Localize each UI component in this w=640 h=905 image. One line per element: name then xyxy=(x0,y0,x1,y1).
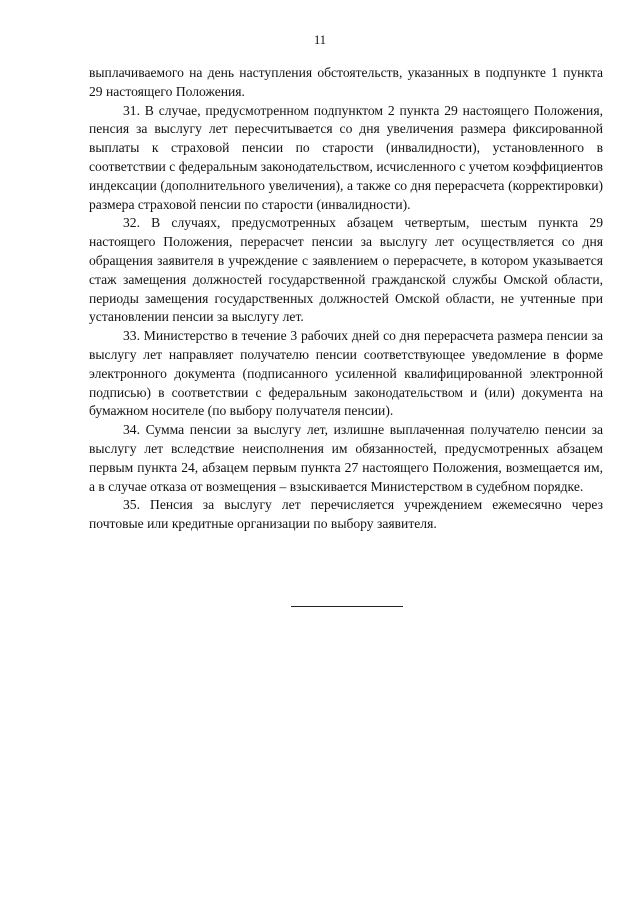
paragraph-32: 32. В случаях, предусмотренных абзацем четвертым, шестым пункта 29 настоящего Положения, перерасчет пенсии за выслугу лет осуществляется со дня обращения заявителя в учреждение с заявлением о перерасчете, в котором указывается стаж замещения должностей государственной гражданской службы Омской области, периоды замещения государственных должностей Омской области, не учтенные при установлении пенсии за выслугу лет. xyxy=(89,215,603,325)
paragraph-33: 33. Министерство в течение 3 рабочих дней со дня перерасчета размера пенсии за выслугу лет направляет получателю пенсии соответствующее уведомление в форме электронного документа (подписанного усиленной квалифицированной электронной подписью) в соответствии с федеральным законодательством и (или) документа на бумажном носителе (по выбору получателя пенсии). xyxy=(89,328,603,419)
paragraph-35: 35. Пенсия за выслугу лет перечисляется учреждением ежемесячно через почтовые или кредитные организации по выбору заявителя. xyxy=(89,497,603,532)
paragraph-34: 34. Сумма пенсии за выслугу лет, излишне выплаченная получателю пенсии за выслугу лет вследствие неисполнения им обязанностей, предусмотренных абзацем первым пункта 24, абзацем первым пункта 27 настоящего Положения, возмещается им, а в случае отказа от возмещения – взыскивается Министерством в судебном порядке. xyxy=(89,422,603,494)
document-body xyxy=(89,64,603,534)
paragraph-continuation: выплачиваемого на день наступления обстоятельств, указанных в подпункте 1 пункта 29 настоящего Положения. xyxy=(89,65,603,99)
paragraph-31: 31. В случае, предусмотренном подпунктом 2 пункта 29 настоящего Положения, пенсия за выслугу лет пересчитывается со дня увеличения размера фиксированной выплаты к страховой пенсии по старости (инвалидности), установленного в соответствии с федеральным законодательством, исчисленного с учетом коэффициентов индексации (дополнительного увеличения), а также со дня перерасчета (корректировки) размера страховой пенсии по старости (инвалидности). xyxy=(89,102,603,212)
page-number: 11 xyxy=(313,33,327,47)
end-divider-line xyxy=(291,606,403,607)
